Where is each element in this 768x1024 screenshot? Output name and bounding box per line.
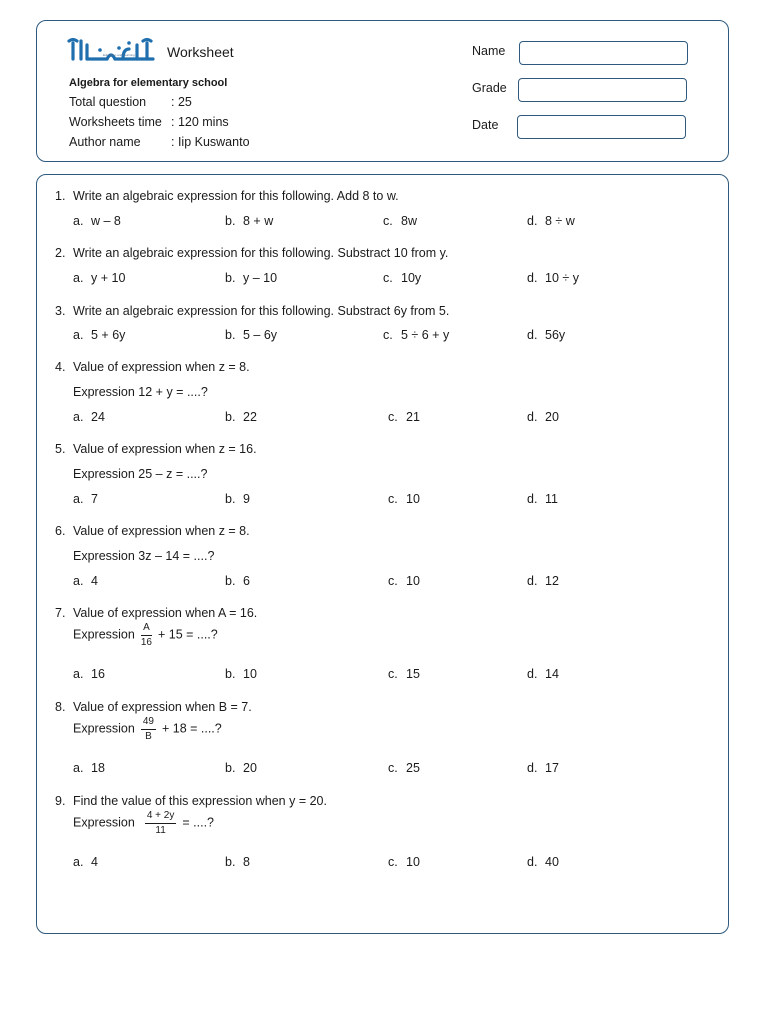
question-text: Value of expression when z = 8. [73,360,250,374]
meta-value: : Iip Kuswanto [171,135,250,149]
option-a[interactable]: a. 24 [73,410,105,424]
question-number: 8. [55,700,66,714]
meta-key: Total question [69,95,147,109]
worksheet-header [36,20,729,162]
meta-key: Worksheets time [69,115,162,129]
option-a[interactable]: a. w – 8 [73,214,121,228]
meta-worksheet-time [69,115,229,129]
option-b[interactable]: b. 22 [225,410,257,424]
option-c[interactable]: c. 5 ÷ 6 + y [383,328,450,342]
option-b[interactable]: b. 10 [225,667,257,681]
question-number: 6. [55,524,66,538]
option-b[interactable]: b. y – 10 [225,271,278,285]
option-d[interactable]: d. 10 ÷ y [527,271,579,285]
question-text: Value of expression when z = 16. [73,442,257,456]
date-field[interactable] [517,115,686,139]
meta-value: : 120 mins [171,115,229,129]
option-d[interactable]: d. 8 ÷ w [527,214,575,228]
question-expression: Expression 25 – z = ....? [73,467,208,481]
name-field[interactable] [519,41,688,65]
option-d[interactable]: d. 17 [527,761,559,775]
question-expression: Expression 12 + y = ....? [73,385,208,399]
option-b[interactable]: b. 20 [225,761,257,775]
option-d[interactable]: d. 56y [527,328,566,342]
question-text: Find the value of this expression when y = 20. [73,794,327,808]
worksheet-subtitle: Algebra for elementary school [69,77,228,89]
option-c[interactable]: c. 10y [383,271,422,285]
fraction-numerator: 49 [141,716,156,730]
question-text: Write an algebraic expression for this following. Substract 10 from y. [73,246,449,260]
meta-value: : 25 [171,95,192,109]
option-a[interactable]: a. 16 [73,667,105,681]
option-c[interactable]: c. 15 [388,667,420,681]
grade-label: Grade [472,81,507,95]
option-d[interactable]: d. 12 [527,574,559,588]
option-d[interactable]: d. 20 [527,410,559,424]
option-b[interactable]: b. 5 – 6y [225,328,278,342]
meta-key: Author name [69,135,141,149]
option-c[interactable]: c. 21 [388,410,420,424]
date-label: Date [472,118,499,132]
questions-panel [36,174,729,934]
fraction [141,716,156,742]
option-d[interactable]: d. 11 [527,492,558,506]
option-b[interactable]: b. 8 [225,855,250,869]
question-number: 3. [55,304,66,318]
question-number: 2. [55,246,66,260]
option-c[interactable]: c. 10 [388,574,420,588]
question-number: 1. [55,189,66,203]
question-number: 4. [55,360,66,374]
option-b[interactable]: b. 6 [225,574,250,588]
fraction-denominator: B [145,730,152,742]
fraction-numerator: A [141,622,152,636]
fraction-denominator: 16 [140,636,152,648]
option-c[interactable]: c. 8w [383,214,417,228]
question-text: Value of expression when B = 7. [73,700,252,714]
option-b[interactable]: b. 8 + w [225,214,274,228]
question-number: 5. [55,442,66,456]
option-c[interactable]: c. 10 [388,855,420,869]
question-text: Value of expression when A = 16. [73,606,258,620]
question-number: 7. [55,606,66,620]
worksheet-title: Worksheet [167,44,234,60]
grade-field[interactable] [518,78,687,102]
meta-total-question [69,95,192,109]
option-a[interactable]: a. 5 + 6y [73,328,126,342]
option-d[interactable]: d. 40 [527,855,559,869]
option-a[interactable]: a. 4 [73,574,98,588]
option-a[interactable]: a. 4 [73,855,98,869]
option-a[interactable]: a. y + 10 [73,271,126,285]
option-c[interactable]: c. 10 [388,492,420,506]
option-d[interactable]: d. 14 [527,667,559,681]
question-number: 9. [55,794,66,808]
question-text: Write an algebraic expression for this following. Add 8 to w. [73,189,399,203]
question-expression: Expression $\frac{4 + 2y}{11}$ = ....? [73,810,214,836]
option-b[interactable]: b. 9 [225,492,250,506]
name-label: Name [472,44,506,58]
question-expression: Expression 3z – 14 = ....? [73,549,215,563]
question-expression: Expression $\frac{49}{B}$ + 18 = ....? [73,716,222,742]
option-a[interactable]: a. 7 [73,492,98,506]
logo-tagline: Education and Learning [103,53,135,57]
question-expression: Expression $\frac{A}{16}$ + 15 = ....? [73,622,218,648]
meta-author-name [69,135,250,149]
fraction-numerator: 4 + 2y [145,810,177,824]
fraction [141,622,152,648]
option-c[interactable]: c. 25 [388,761,420,775]
question-text: Write an algebraic expression for this following. Substract 6y from 5. [73,304,450,318]
question-text: Value of expression when z = 8. [73,524,250,538]
fraction [145,810,177,836]
fraction-denominator: 11 [155,824,166,836]
option-a[interactable]: a. 18 [73,761,105,775]
